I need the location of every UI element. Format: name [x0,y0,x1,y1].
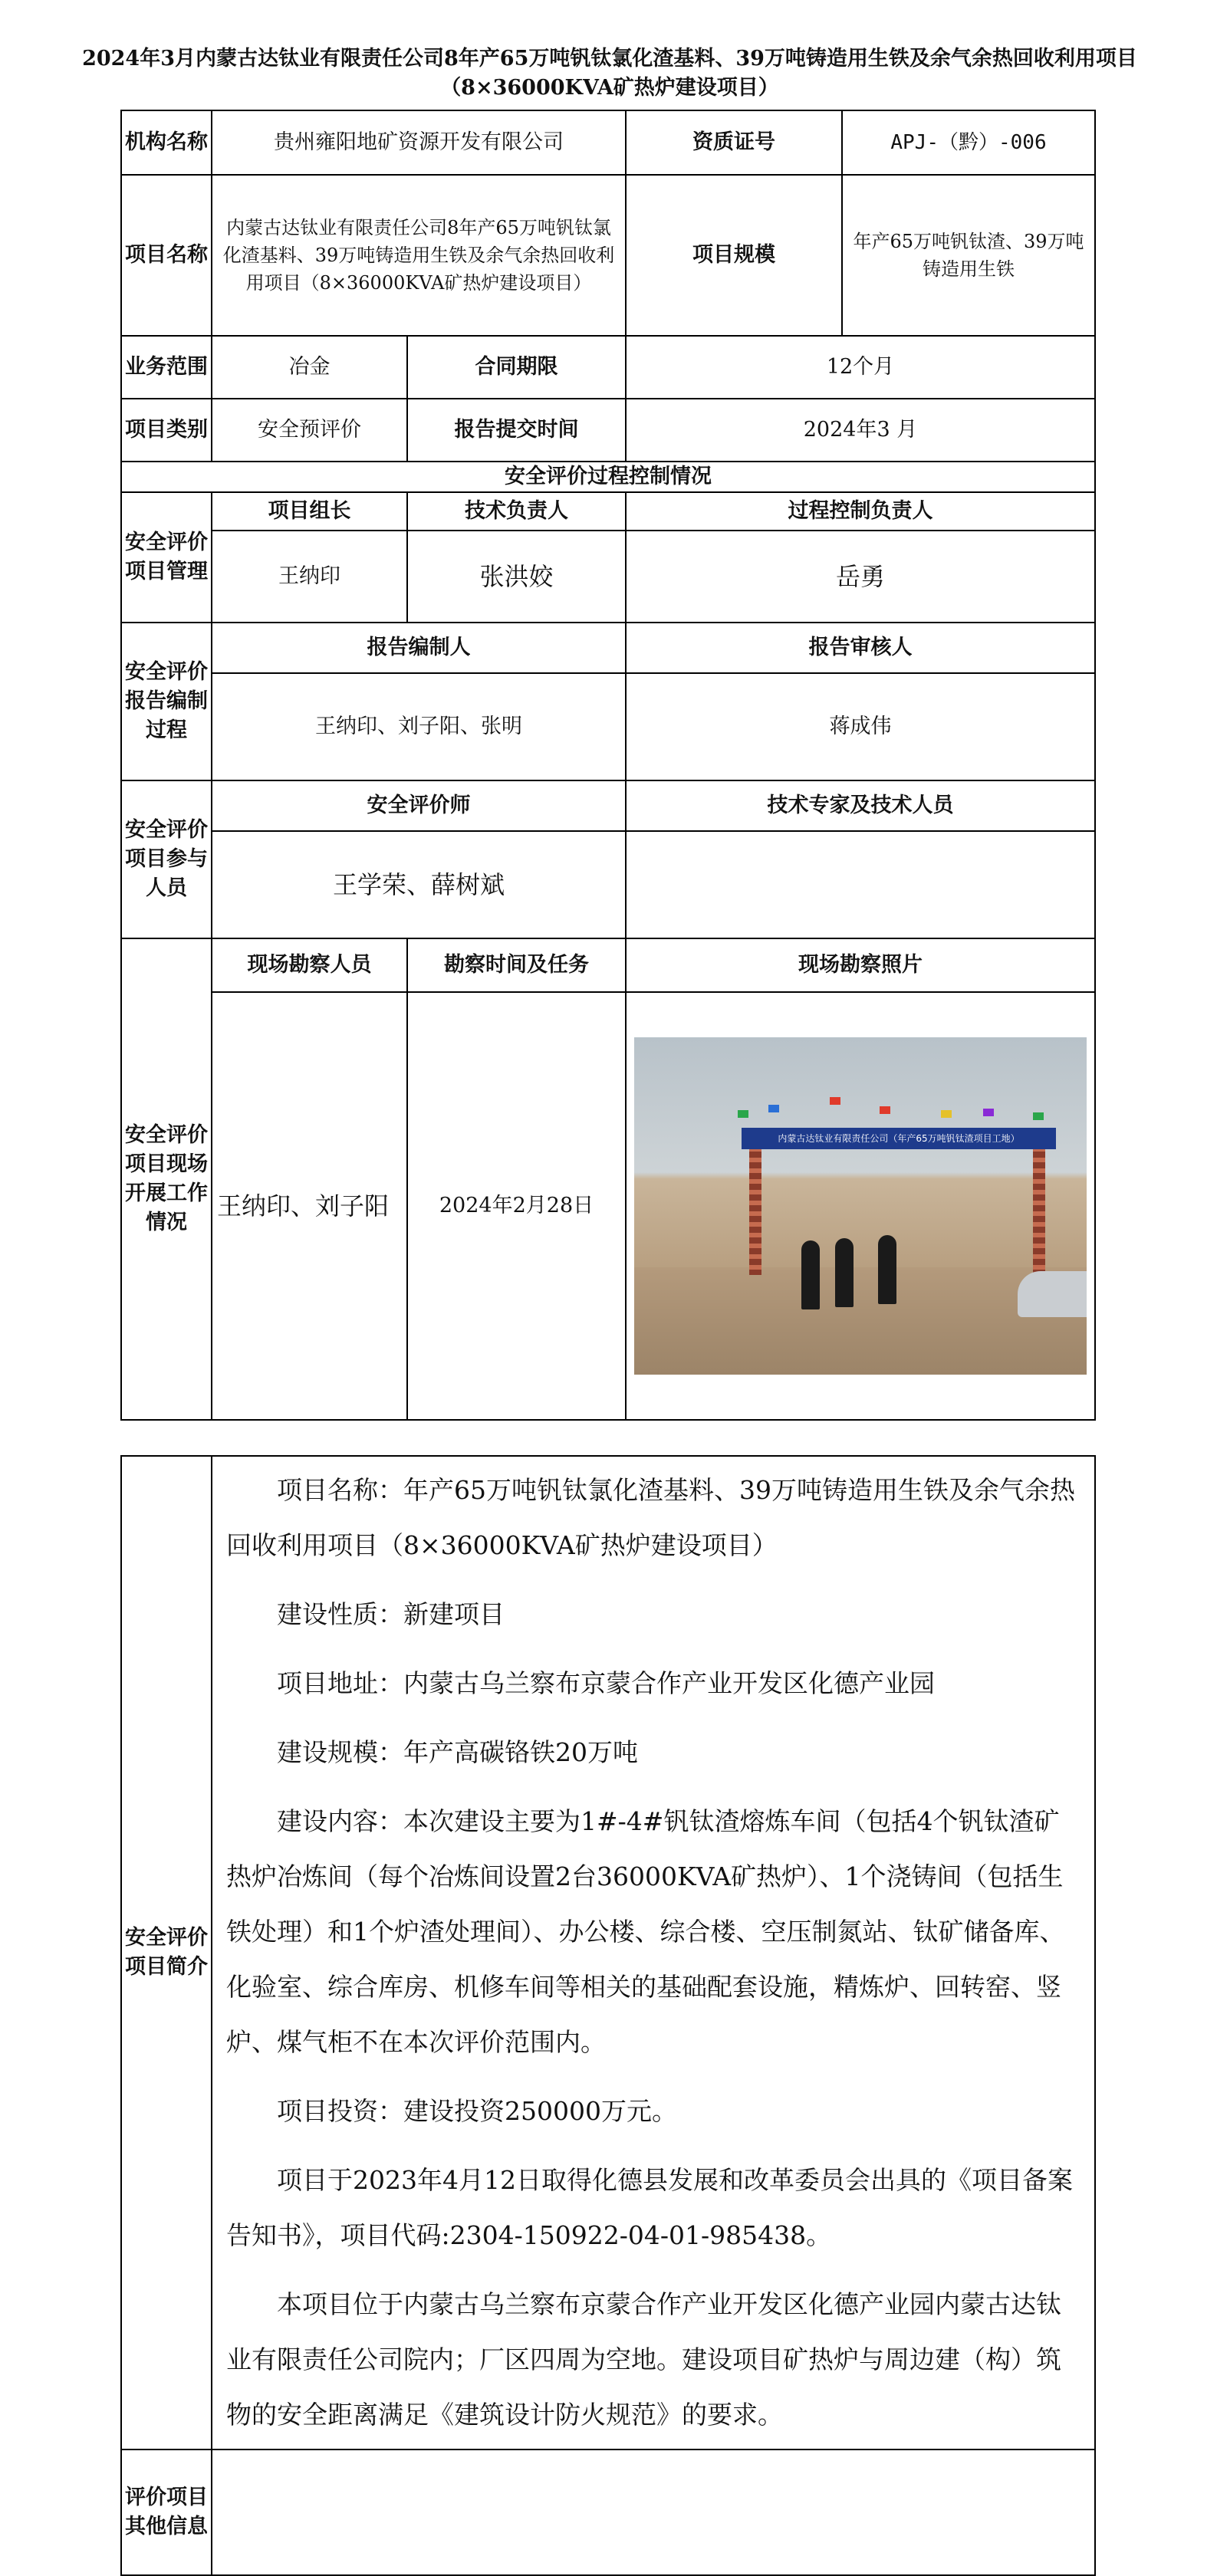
photo-car [1018,1271,1087,1317]
other-label: 评价项目其他信息 [121,2450,212,2575]
intro-paragraph: 项目投资：建设投资250000万元。 [277,2096,677,2126]
intro-label: 安全评价项目简介 [121,1456,212,2450]
photo-banner: 内蒙古达钛业有限责任公司（年产65万吨钒钛渣项目工地） [742,1128,1056,1149]
photo-ground [634,1267,1087,1375]
org-label: 机构名称 [121,110,212,175]
project-value: 内蒙古达钛业有限责任公司8年产65万吨钒钛氯化渣基料、39万吨铸造用生铁及余气余热回收利用项目（8×36000KVA矿热炉建设项目） [212,175,626,336]
editor-header: 报告编制人 [212,623,626,673]
site-label: 安全评价项目现场开展工作情况 [121,938,212,1420]
photo-flag [880,1106,890,1114]
expert-header: 技术专家及技术人员 [626,780,1095,831]
participants-label: 安全评价项目参与人员 [121,780,212,938]
info-table [120,110,1096,1421]
people-value: 王纳印、刘子阳 [212,992,407,1420]
intro-paragraph: 建设性质：新建项目 [277,1599,505,1629]
intro-paragraph: 项目于2023年4月12日取得化德县发展和改革委员会出具的《项目备案告知书》，项目代码:2304-150922-04-01-985438。 [226,2165,1073,2250]
intro-paragraph: 项目名称：年产65万吨钒钛氯化渣基料、39万吨铸造用生铁及余气余热回收利用项目（8×36000KVA矿热炉建设项目） [226,1475,1075,1560]
business-value: 冶金 [212,336,407,399]
process-header: 安全评价过程控制情况 [121,462,1095,492]
photo-flag [1033,1112,1044,1120]
site-photo-cell [626,992,1095,1420]
intro-table [120,1455,1096,2576]
ctrl-value: 岳勇 [626,531,1095,623]
photo-person [801,1240,820,1309]
editors-value: 王纳印、刘子阳、张明 [212,673,626,780]
ctrl-header: 过程控制负责人 [626,492,1095,531]
submit-value: 2024年3 月 [626,399,1095,462]
compile-label: 安全评价报告编制过程 [121,623,212,780]
type-value: 安全预评价 [212,399,407,462]
photo-gate-pole [1033,1141,1045,1275]
site-photo [634,1037,1087,1375]
photo-person [835,1238,854,1307]
other-value [212,2450,1095,2575]
experts-value [626,831,1095,938]
cert-label: 资质证号 [626,110,842,175]
org-value: 贵州雍阳地矿资源开发有限公司 [212,110,626,175]
photo-flag [941,1110,952,1118]
tech-value: 张洪姣 [407,531,626,623]
photo-header: 现场勘察照片 [626,938,1095,992]
period-label: 合同期限 [407,336,626,399]
people-header: 现场勘察人员 [212,938,407,992]
photo-flag [983,1109,994,1116]
period-value: 12个月 [626,336,1095,399]
photo-flag [738,1110,748,1118]
project-label: 项目名称 [121,175,212,336]
time-header: 勘察时间及任务 [407,938,626,992]
intro-paragraph: 项目地址：内蒙古乌兰察布京蒙合作产业开发区化德产业园 [277,1668,935,1698]
cert-value: APJ-（黔）-006 [842,110,1095,175]
scale-value: 年产65万吨钒钛渣、39万吨铸造用生铁 [842,175,1095,336]
photo-flag [830,1097,840,1105]
photo-person [878,1235,896,1304]
evaluator-header: 安全评价师 [212,780,626,831]
intro-paragraph: 本项目位于内蒙古乌兰察布京蒙合作产业开发区化德产业园内蒙古达钛业有限责任公司院内；厂区四周为空地。建设项目矿热炉与周边建（构）筑物的安全距离满足《建筑设计防火规范》的要求。 [226,2289,1061,2430]
management-label: 安全评价项目管理 [121,492,212,623]
intro-paragraph: 建设内容：本次建设主要为1#-4#钒钛渣熔炼车间（包括4个钒钛渣矿热炉冶炼间（每个冶炼间设置2台36000KVA矿热炉）、1个浇铸间（包括生铁处理）和1个炉渣处理间）、办公楼、综合楼、空压制氮站、钛矿储备库、化验室、综合库房、机修车间等相关的基础配套设施，精炼炉、回转窑、竖炉、煤气柜不在本次评价范围内。 [226,1806,1065,2057]
time-value: 2024年2月28日 [407,992,626,1420]
intro-paragraph: 建设规模：年产高碳铬铁20万吨 [277,1737,638,1767]
submit-label: 报告提交时间 [407,399,626,462]
leader-value: 王纳印 [212,531,407,623]
scale-label: 项目规模 [626,175,842,336]
leader-header: 项目组长 [212,492,407,531]
type-label: 项目类别 [121,399,212,462]
business-label: 业务范围 [121,336,212,399]
intro-body [212,1456,1095,2450]
reviewer-value: 蒋成伟 [626,673,1095,780]
tech-header: 技术负责人 [407,492,626,531]
photo-gate-pole [749,1141,761,1275]
photo-flag [768,1105,779,1112]
reviewer-header: 报告审核人 [626,623,1095,673]
evaluators-value: 王学荣、薛树斌 [212,831,626,938]
document-title: 2024年3月内蒙古达钛业有限责任公司8年产65万吨钒钛氯化渣基料、39万吨铸造用生铁及余气余热回收利用项目（8×36000KVA矿热炉建设项目） [82,47,1137,100]
